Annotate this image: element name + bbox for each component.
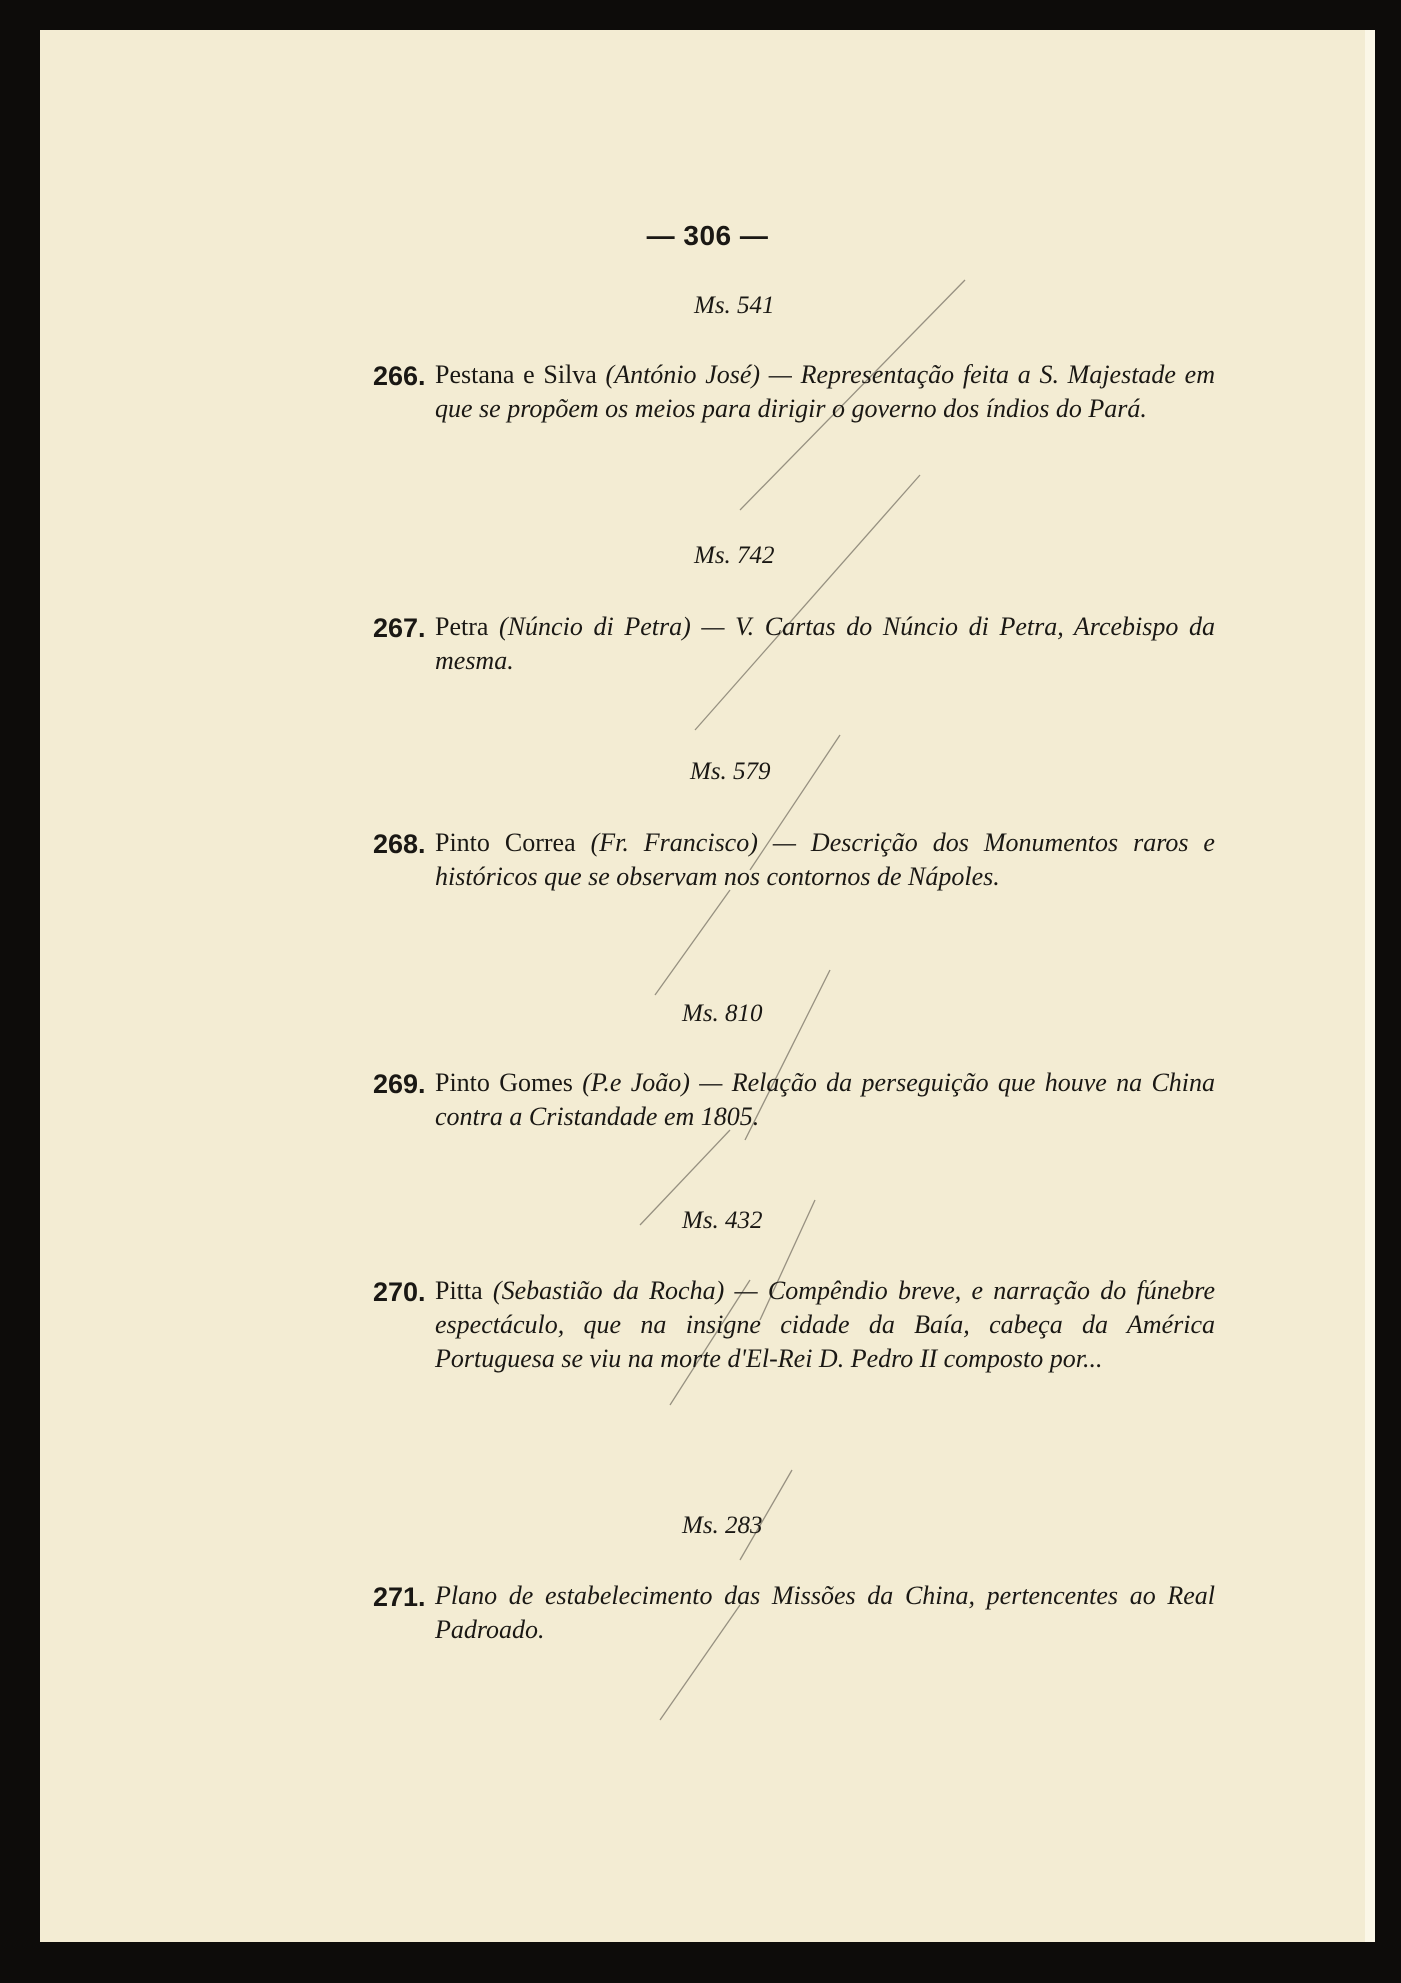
- entry-number: 269.: [373, 1069, 426, 1099]
- entry-author: Pestana e Silva: [435, 360, 597, 389]
- entry-title: Relação da perseguição que houve na China contra a Cristandade em 1805.: [435, 1068, 1216, 1131]
- entry-author: Petra: [435, 612, 489, 641]
- entry-title: Plano de estabelecimento das Missões da China, pertencentes ao Real Padroado.: [435, 1581, 1215, 1644]
- catalog-entry: [373, 1274, 1215, 1376]
- shelfmark-label: Ms. 541: [694, 292, 775, 319]
- entry-number: 271.: [373, 1582, 426, 1612]
- shelfmark-label: Ms. 579: [690, 758, 771, 785]
- entry-text: [435, 358, 1215, 426]
- entry-number: 266.: [373, 361, 426, 391]
- shelfmark-label: Ms. 283: [682, 1512, 763, 1539]
- entry-title: V. Cartas do Núncio di Petra, Arcebispo da mesma.: [435, 612, 1216, 675]
- document-page: [40, 30, 1375, 1942]
- entry-author: Pinto Correa: [435, 828, 576, 857]
- entry-number: 268.: [373, 829, 426, 859]
- entry-text: [435, 1579, 1215, 1647]
- shelfmark-label: Ms. 432: [682, 1207, 763, 1234]
- entry-author-detail: (Fr. Francisco) —: [575, 828, 811, 857]
- shelfmark-label: Ms. 810: [682, 1000, 763, 1027]
- entry-text: [435, 1066, 1215, 1134]
- entry-title: Compêndio breve, e narração do fúnebre espectáculo, que na insigne cidade da Baía, cabeça da América Portuguesa se viu na morte d'El-Rei D. Pedro II composto por...: [435, 1276, 1215, 1373]
- entry-title: Representação feita a S. Majestade em que se propõem os meios para dirigir o governo dos índios do Pará.: [435, 360, 1215, 423]
- page-number: — 306 —: [646, 220, 769, 251]
- entry-author-detail: (Sebastião da Rocha) —: [482, 1276, 768, 1305]
- entry-number: 270.: [373, 1277, 426, 1307]
- catalog-entry: [373, 1066, 1216, 1134]
- catalog-entry: [373, 610, 1216, 678]
- catalog-entry: [373, 1579, 1215, 1647]
- entry-text: [435, 1274, 1215, 1376]
- entry-title: Descrição dos Monumentos raros e históricos que se observam nos contornos de Nápoles.: [435, 828, 1215, 891]
- entry-text: [435, 610, 1215, 678]
- shelfmark-label: Ms. 742: [694, 542, 775, 569]
- entry-author-detail: (P.e João) —: [572, 1068, 732, 1097]
- entry-author-detail: (António José) —: [596, 360, 801, 389]
- catalog-entry: [373, 358, 1215, 426]
- entry-text: [435, 826, 1215, 894]
- entry-number: 267.: [373, 613, 426, 643]
- entry-author: Pinto Gomes: [435, 1068, 573, 1097]
- entry-author-detail: (Núncio di Petra) —: [488, 612, 736, 641]
- entry-author: Pitta: [435, 1276, 483, 1305]
- catalog-entry: [373, 826, 1215, 894]
